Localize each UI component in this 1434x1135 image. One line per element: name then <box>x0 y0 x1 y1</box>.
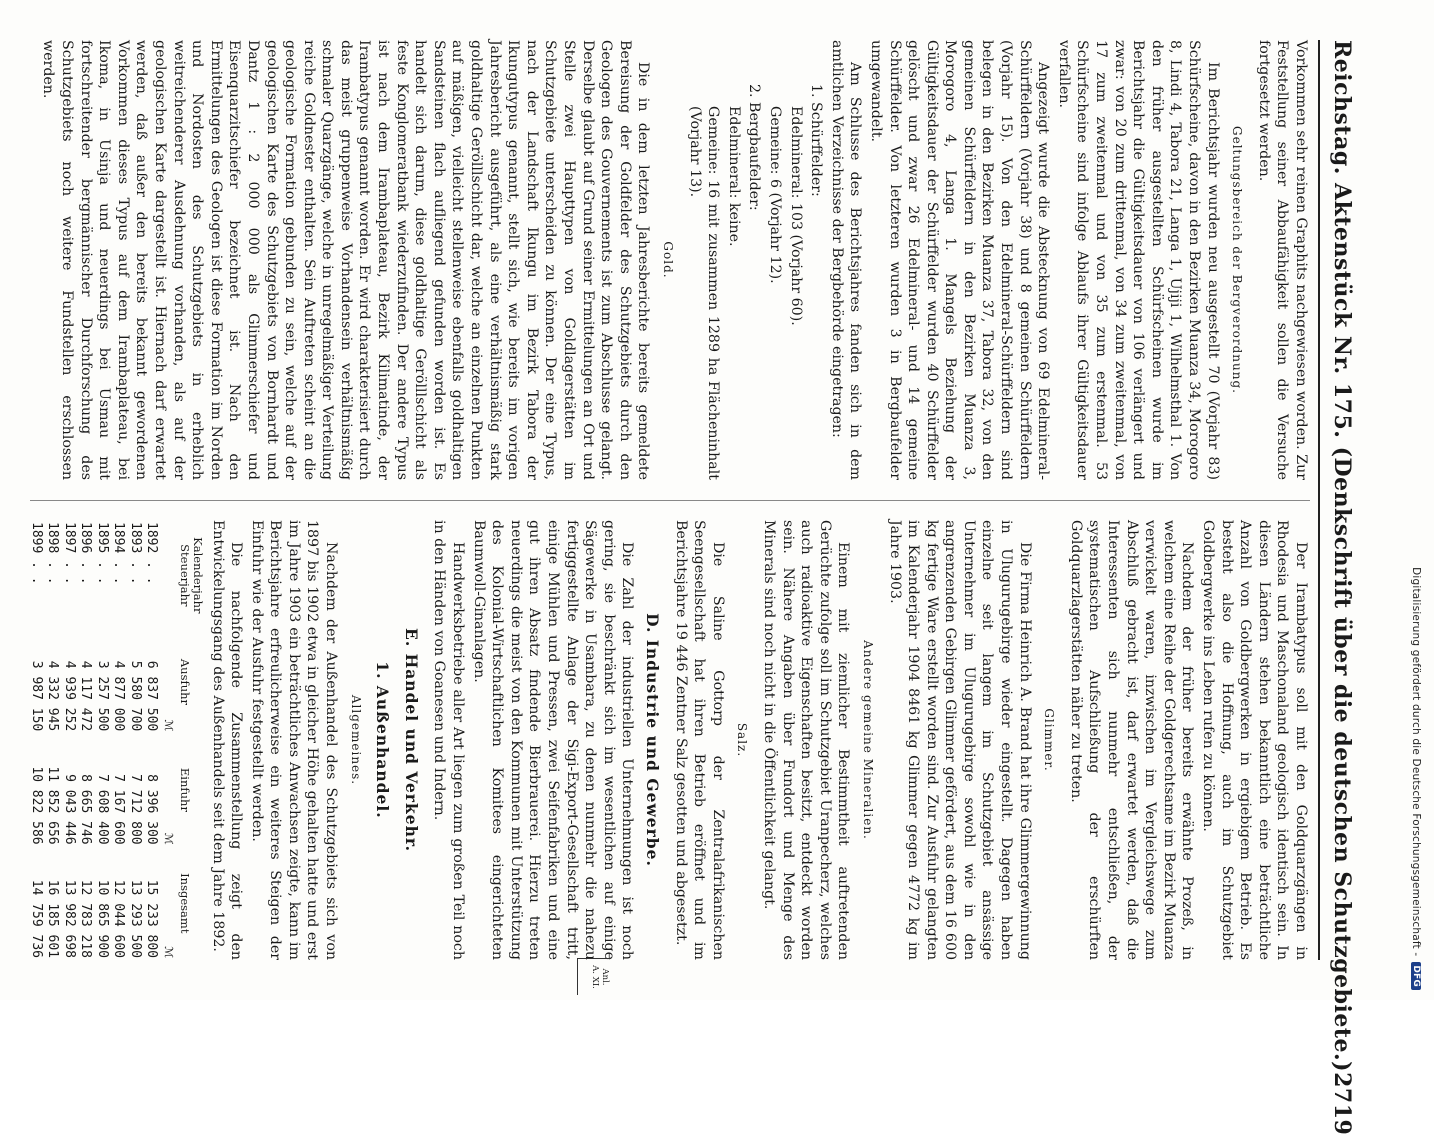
cell-year: 1892 . . <box>144 522 160 585</box>
table-unit-row <box>159 520 176 960</box>
col-header-import: Einfuhr <box>177 767 192 812</box>
dfg-logo: DFG <box>1411 962 1421 990</box>
subheading: Geltungsbereich der Bergverordnung. <box>1230 126 1245 394</box>
unit-label: ℳ <box>161 946 175 958</box>
paragraph: Vorkommen sehr reinen Graphits nachgewiesen worden. Zur Feststellung seiner Abbaufähigkeit sollen die Versuche fortgesetzt werden. <box>1255 40 1309 480</box>
margin-note <box>577 958 610 995</box>
col-header-year: Kalenderjahr Steuerjahr <box>177 537 205 614</box>
paragraph: Die Saline Gottorp der Zentralafrikanischen Seengesellschaft hat ihren Betrieb eröffnet und im Berichtsjahre 19 446 Zentner Salz gesotten und abgesetzt. <box>672 520 726 960</box>
cell-export: 4 939 252 <box>61 660 77 732</box>
paragraph: Der Irambatypus soll mit den Goldquarzgängen in Rhodesia und Maschonaland geologisch identisch sein. In diesen Ländern stehen bekanntlich eine beträchtliche Anzahl von Goldbergwerken in ergiebigem Betrieb. Es besteht also die Hoffnung, auch im Schutzgebiet Goldbergwerke ins Leben rufen zu können. <box>1200 520 1309 960</box>
cell-year: 1893 . . <box>127 522 143 585</box>
paragraph: Einem mit ziemlicher Bestimmtheit auftretenden Gerüchte zufolge soll im Schutzgebiet Uranpecherz, welches auch radioaktive Eigenschaften besitzt, entdeckt worden sein. Nähere Angaben über Fundort und Menge des Minerals sind noch nicht in die Öffentlichkeit gelangt. <box>760 520 852 960</box>
cell-total: 16 185 601 <box>45 879 61 958</box>
cell-year: 1897 . . <box>61 522 77 585</box>
table-row <box>27 520 44 960</box>
cell-total: 14 759 736 <box>28 879 44 958</box>
cell-year: 1894 . . <box>111 522 127 585</box>
cell-year: 1895 . . <box>94 522 110 585</box>
list-item: Edelmineral: keine. <box>725 106 742 247</box>
paragraph: Handwerksbetriebe aller Art liegen zum großen Teil noch in den Händen von Goanesen und Indern. <box>431 520 467 960</box>
table-row <box>44 520 61 960</box>
cell-year: 1898 . . <box>45 522 61 585</box>
cell-import: 7 712 800 <box>127 774 143 845</box>
table-row <box>126 520 143 960</box>
cell-import: 11 852 656 <box>45 766 61 845</box>
cell-export: 4 117 472 <box>78 660 94 732</box>
cell-export: 4 877 000 <box>111 660 127 732</box>
table-row <box>60 520 77 960</box>
right-column <box>27 520 1310 960</box>
col-header-total: Insgesamt <box>177 873 192 934</box>
list-item: Gemeine: 6 (Vorjahr 12). <box>766 106 783 284</box>
page-title: Reichstag. Aktenstück Nr. 175. (Denkschrift über die deutschen Schutzgebiete.) <box>1329 40 1355 1073</box>
cell-export: 5 580 700 <box>127 660 143 732</box>
cell-year: 1899 . . <box>28 522 44 585</box>
cell-import: 8 665 746 <box>78 774 94 845</box>
cell-total: 13 293 500 <box>127 879 143 958</box>
table-row <box>110 520 127 960</box>
paragraph: Die Zahl der industriellen Unternehmungen ist noch gering, sie beschränkt sich im wesentlichen auf einige Sägewerke in Usambara, zu denen nunmehr die nahezu fertiggestellte Anlage der Sigi-Export-Gesellschaft tritt, einige Mühlen und Pressen, zwei Seifenfabriken und eine gut ihren Absatz findende Bierbrauerei. Hierzu treten neuerdings die meist von den Kommunen mit Unterstützung des Kolonial-Wirtschaftlichen Komitees eingerichteten Baumwoll-Ginanlagen. <box>470 520 636 960</box>
subheading: Gold. <box>661 241 675 279</box>
subheading: Salz. <box>735 722 750 758</box>
list-heading: 1. Schürffelder: <box>808 84 825 197</box>
paragraph: Angezeigt wurde die Abstecknung von 69 Edelmineral-Schürffeldern (Vorjahr 38) und 8 gemeinen Schürffeldern (Vorjahr 15). Von den Edelmineral-Schürffeldern sind belegen in den Bezirken Muanza 37, Tabora 32, von den gemeinen Schürffeldern in den Bezirken Muanza 3, Morogoro 4, Langa 1. Mangels Beziehung der Gültigkeitsdauer der Schürffelder wurden 40 Schürffelder gelöscht und zwar 26 Edelmineral- und 14 gemeine Schürffelder. Von letzteren wurden 3 in Bergbaufelder umgewandelt. <box>867 40 1052 480</box>
section-heading: 1. Außenhandel. <box>373 661 393 819</box>
column-separator <box>30 500 1310 501</box>
list-item: Edelmineral: 103 (Vorjahr 60). <box>787 106 804 326</box>
cell-export: 3 257 500 <box>94 660 110 732</box>
cell-import: 7 167 600 <box>111 774 127 845</box>
paragraph: Nachdem der Außenhandel des Schutzgebiets sich von 1897 bis 1902 etwa in gleicher Höhe gehalten hatte und erst im Jahre 1903 ein beträchtliches Anwachsen zeigte, kann im Berichtsjahre erfreulicherweise ein weiteres Steigen der Einfuhr wie der Ausfuhr festgestellt werden. <box>248 520 340 960</box>
list-heading: 2. Bergbaufelder: <box>746 84 763 211</box>
paragraph: Im Berichtsjahr wurden neu ausgestellt 70 (Vorjahr 83) Schürfscheine, davon in den Bezirken Muanza 34, Morogoro 8, Lindi 4, Tabora 21, Langa 1, Ujiji 1, Wilhelmsthal 1. Von den früher ausgestellten Schürfscheinen wurde im Berichtsjahr die Gültigkeitsdauer von 106 verlängert und zwar: von 20 zum drittenmal, von 34 zum zweitenmal, von 17 zum zweitenmal und von 35 zum erstenmal. 53 Schürfscheine sind infolge Ablaufs ihrer Gültigkeitsdauer verfallen. <box>1055 40 1221 480</box>
cell-import: 8 396 300 <box>144 774 160 845</box>
cell-total: 13 982 698 <box>61 879 77 958</box>
cell-total: 15 233 800 <box>144 879 160 958</box>
table-row <box>77 520 94 960</box>
cell-import: 10 822 586 <box>28 766 44 845</box>
unit-label: ℳ <box>161 719 175 732</box>
cell-import: 9 043 446 <box>61 774 77 845</box>
left-column <box>37 40 1310 480</box>
cell-year: 1896 . . <box>78 522 94 585</box>
trade-table-body <box>27 520 159 960</box>
cell-import: 7 608 400 <box>94 774 110 845</box>
subheading: Andere gemeine Mineralien. <box>860 640 875 840</box>
trade-table <box>27 520 204 960</box>
section-heading: D. Industrie und Gewerbe. <box>643 613 662 867</box>
header-rule <box>1318 40 1320 960</box>
cell-total: 12 783 218 <box>78 879 94 958</box>
cell-export: 4 332 945 <box>45 660 61 732</box>
footer-text: Digitalisierung gefördert durch die Deutsche Forschungsgemeinschaft - <box>1410 567 1422 957</box>
list-item: Gemeine: 16 mit zusammen 1289 ha Flächeninhalt (Vorjahr 13). <box>686 106 722 480</box>
paragraph: Die nachfolgende Zusammenstellung zeigt den Entwickelungsgang des Außenhandels seit dem Jahre 1892. <box>209 520 245 960</box>
col-header-export: Ausfuhr <box>177 658 192 706</box>
table-header-row <box>176 520 204 960</box>
table-row <box>93 520 110 960</box>
cell-export: 6 837 500 <box>144 660 160 732</box>
table-row <box>143 520 160 960</box>
unit-label: ℳ <box>161 832 175 845</box>
cell-total: 12 044 600 <box>111 879 127 958</box>
section-heading: E. Handel und Verkehr. <box>401 628 421 852</box>
paragraph: Am Schlusse des Berichtsjahres fanden sich in dem amtlichen Verzeichnisse der Bergbehörde eingetragen: <box>828 40 864 480</box>
page-number: 2719 <box>1329 1072 1355 1135</box>
cell-export: 3 987 150 <box>28 660 44 732</box>
paragraph: Nachdem der früher bereits erwähnte Prozeß, in welchem eine Reihe der Goldgerechtsame im Bezirk Muanza verwickelt waren, inzwischen im Vergleichswege zum Abschluß gebracht ist, darf erwartet werden, daß die Interessenten sich nunmehr entschließen, der systematischen Aufschließung der erschürften Goldquarzlagerstätten näher zu treten. <box>1067 520 1196 960</box>
cell-total: 10 865 900 <box>94 879 110 958</box>
page-header <box>1322 40 1362 1135</box>
subheading: Glimmer. <box>1042 708 1057 772</box>
digitization-footer <box>1406 0 1426 1000</box>
subheading: Allgemeines. <box>348 694 363 786</box>
paragraph: Die in dem letzten Jahresberichte bereits gemeldete Bereisung der Goldfelder des Schutzgebiets durch den Geologen des Gouvernements ist zum Abschlusse gelangt. Derselbe glaubt auf Grund seiner Ermittelungen an Ort und Stelle zwei Haupttypen von Goldlagerstätten im Schutzgebiete unterscheiden zu können. Der eine Typus, nach der Landschaft Ikungu im Bezirk Tabora der Ikungutypus genannt, stellt sich, wie bereits im vorigen Jahresbericht ausgeführt, als eine verhältnismäßig stark goldhaltige Gerölllschicht dar, welche an einzelnen Punkten auf mäßigen, vielleicht stellenweise ebenfalls goldhaltigen Sandsteinen flach aufliegend gefunden worden ist. Es handelt sich darum, diese goldhaltige Gerölllschicht als feste Konglomeratbank wiederzufinden. Der andere Typus ist nach dem Irambaplateau, Bezirk Kilimatinde, der Irambatypus genannt worden. Er wird charakterisiert durch das meist gruppenweise Vorhandensein verhältnismäßig schmaler Quarzgänge, welche in unregelmäßiger Verteilung reiche Goldnester enthalten. Sein Auftreten scheint an die geologische Formation gebunden zu sein, welche auf der geologischen Karte des Schutzgebiets von Bornhardt und Dantz 1 : 2 000 000 als Glimmerschiefer und Eisenquarzitschiefer bezeichnet ist. Nach den Ermittelungen des Geologen ist diese Formation im Norden und Nordosten des Schutzgebiets in erheblich weitreichenderer Ausdehnung vorhanden, als auf der geologischen Karte dargestellt ist. Hiernach darf erwartet werden, daß außer den bereits bekannt gewordenen Vorkommen dieses Typus auf dem Irambaplateau, bei Ikoma, in Usinja und neuerdings bei Usmau mit fortschreitender bergmännischer Durchforschung des Schutzgebiets noch weitere Fundstellen erschlossen werden. <box>40 40 652 480</box>
margin-note-line: Anl. <box>600 968 610 986</box>
paragraph: Die Firma Heinrich A. Brand hat ihre Glimmergewinnung in Ulugurugebirge wieder eingestellt. Dagegen haben einzelne seit langem im Schutzgebiet ansässige Unternehmer im Ulugurugebirge sowohl wie in den angrenzenden Gebirgen Glimmer gefördert, aus dem 16 600 kg fertige Ware erstellt worden sind. Zur Ausfuhr gelangten im Kalenderjahr 1904 8461 kg Glimmer gegen 4772 kg im Jahre 1903. <box>886 520 1033 960</box>
margin-note-line: A. XI. <box>590 965 600 989</box>
